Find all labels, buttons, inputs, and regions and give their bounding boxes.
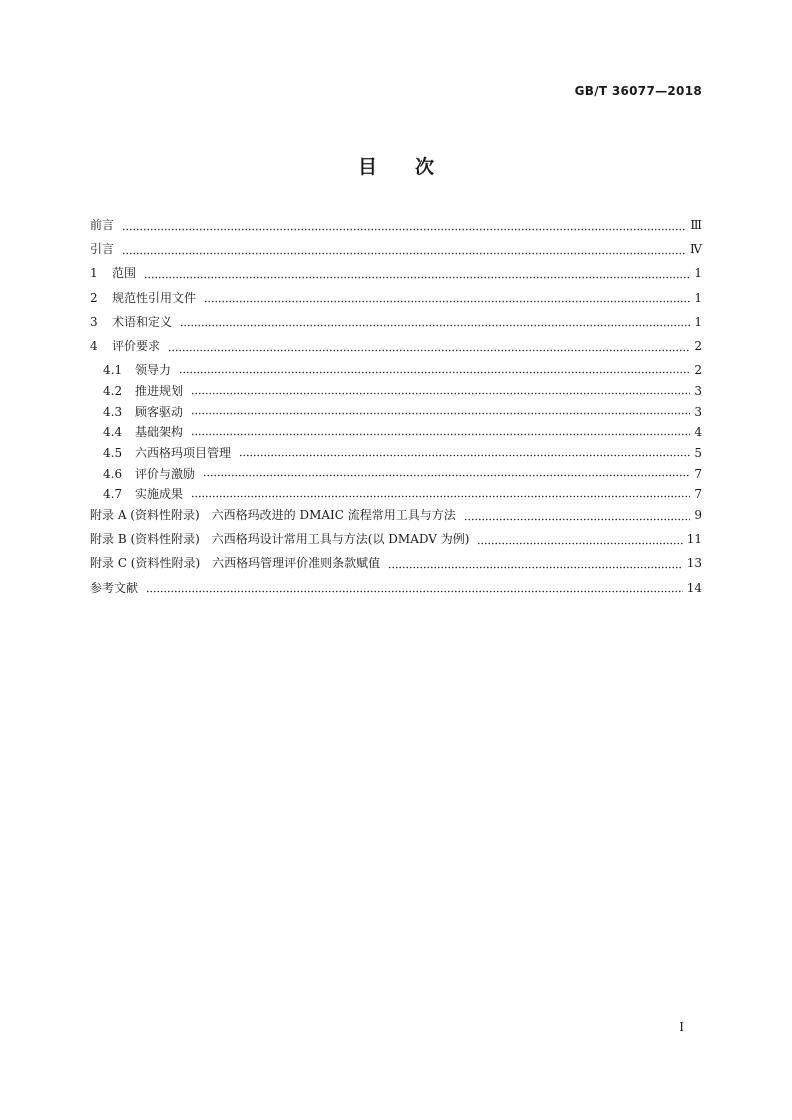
dot-leader	[191, 392, 690, 395]
dot-leader	[464, 518, 690, 521]
toc-entry-number: 3	[90, 314, 98, 329]
toc-entry-annex-b[interactable]	[90, 530, 702, 554]
toc-entry-label: 附录 C (资料性附录) 六西格玛管理评价准则条款赋值	[90, 556, 381, 571]
toc-entry-label: 基础架构	[135, 425, 184, 440]
toc-entry-label: 前言	[90, 218, 115, 232]
toc-entry-label: 术语和定义	[112, 314, 173, 329]
toc-entry-label: 附录 A (资料性附录) 六西格玛改进的 DMAIC 流程常用工具与方法	[90, 507, 456, 522]
toc-subentry[interactable]	[90, 485, 702, 506]
toc-entry-page: 7	[694, 466, 702, 481]
standard-code: GB/T 36077—2018	[574, 84, 702, 98]
dot-leader	[191, 433, 690, 436]
toc-entry-page: Ⅳ	[690, 242, 702, 257]
toc-entry[interactable]	[90, 337, 702, 361]
toc-entry-number: 4.5	[103, 445, 123, 460]
toc-entry-page: 2	[694, 338, 702, 353]
dot-leader	[191, 495, 690, 498]
toc-entry-annex-a[interactable]	[90, 506, 702, 530]
toc-subentry[interactable]	[90, 423, 702, 444]
dot-leader	[191, 412, 690, 415]
dot-leader	[179, 371, 690, 374]
toc-entry[interactable]	[90, 240, 702, 264]
toc-entry-number: 4.6	[103, 466, 123, 481]
toc-entry-label: 范围	[112, 266, 137, 281]
toc-entry-page: 14	[686, 580, 702, 595]
toc-entry-page: 11	[686, 532, 702, 547]
toc-entry-page: 2	[694, 363, 702, 378]
toc-entry-number: 4.3	[103, 404, 123, 419]
dot-leader	[388, 566, 683, 569]
toc-entry-label: 顾客驱动	[135, 404, 184, 419]
toc-subentry[interactable]	[90, 444, 702, 465]
toc-entry-page: 1	[694, 290, 702, 305]
dot-leader	[180, 324, 690, 327]
toc-entry[interactable]	[90, 289, 702, 313]
toc-entry-label: 评价与激励	[135, 466, 196, 481]
toc-subentry[interactable]	[90, 403, 702, 424]
toc-entry-label: 参考文献	[90, 580, 139, 595]
dot-leader	[168, 349, 690, 352]
toc-entry-number: 1	[90, 266, 98, 281]
toc-entry-page: 1	[694, 314, 702, 329]
dot-leader	[239, 454, 690, 457]
toc-entry-number: 2	[90, 290, 98, 305]
dot-leader	[144, 276, 690, 279]
toc-entry[interactable]	[90, 264, 702, 288]
toc-entry-label: 规范性引用文件	[112, 290, 197, 305]
toc-entry-label: 附录 B (资料性附录) 六西格玛设计常用工具与方法(以 DMADV 为例)	[90, 532, 470, 547]
toc-entry-label: 领导力	[135, 363, 172, 378]
toc-entry-page: 13	[686, 556, 702, 571]
dot-leader	[146, 590, 683, 593]
toc-entry-page: 3	[694, 383, 702, 398]
toc-entry-number: 4.1	[103, 363, 123, 378]
dot-leader	[122, 228, 686, 231]
dot-leader	[204, 300, 690, 303]
toc-entry-label: 评价要求	[112, 338, 161, 353]
title-part-2: 次	[415, 156, 435, 178]
toc-subentry[interactable]	[90, 361, 702, 382]
toc-entry-page: 9	[694, 507, 702, 522]
toc-entry-page: 1	[694, 266, 702, 281]
toc-entry-page: 7	[694, 487, 702, 502]
toc-entry-number: 4.2	[103, 383, 123, 398]
toc-entry-label: 推进规划	[135, 383, 184, 398]
toc-entry-number: 4	[90, 338, 98, 353]
toc-entry-number: 4.4	[103, 425, 123, 440]
toc-entry-label: 实施成果	[135, 487, 184, 502]
toc-entry[interactable]	[90, 216, 702, 240]
toc-entry-label: 引言	[90, 242, 115, 257]
page-title	[0, 152, 792, 179]
toc-entry-label: 六西格玛项目管理	[135, 445, 232, 460]
page-number: I	[679, 1020, 684, 1034]
toc-entry-page: 3	[694, 404, 702, 419]
toc-entry-page: 5	[694, 445, 702, 460]
toc-entry[interactable]	[90, 313, 702, 337]
toc-subentry[interactable]	[90, 382, 702, 403]
toc-entry-page: Ⅲ	[690, 218, 702, 232]
title-part-1: 目	[357, 156, 377, 178]
dot-leader	[122, 252, 686, 255]
toc-entry-bibliography[interactable]	[90, 579, 702, 603]
dot-leader	[203, 474, 690, 477]
table-of-contents	[90, 216, 702, 603]
toc-entry-annex-c[interactable]	[90, 554, 702, 578]
dot-leader	[477, 542, 682, 545]
toc-entry-number: 4.7	[103, 487, 123, 502]
toc-entry-page: 4	[694, 425, 702, 440]
toc-subentry[interactable]	[90, 465, 702, 486]
